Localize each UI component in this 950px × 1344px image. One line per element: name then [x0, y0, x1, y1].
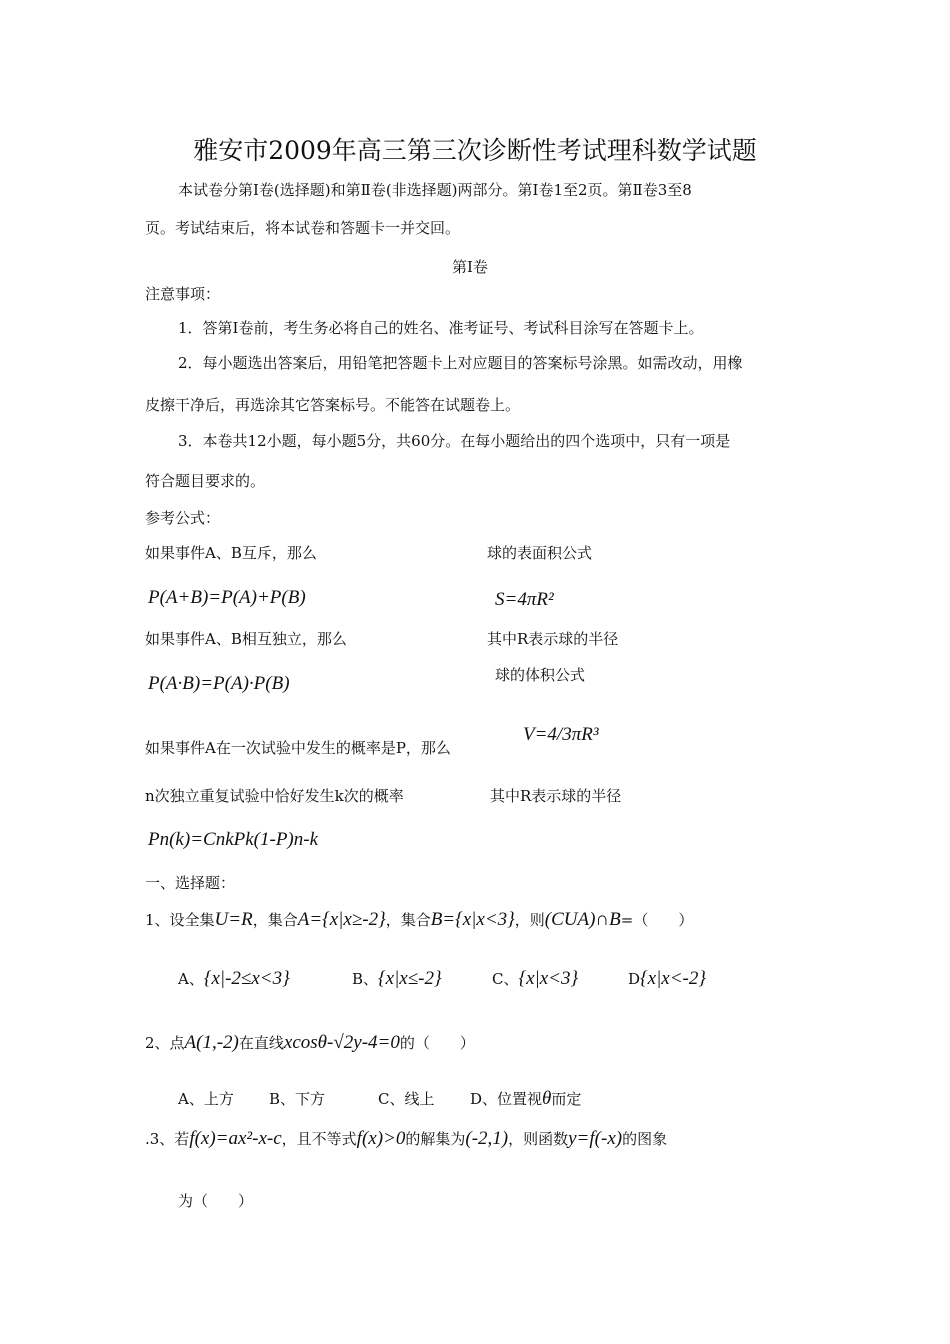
section-choice-heading: 一、选择题：: [145, 874, 236, 892]
q1-text-2: ，集合: [252, 911, 298, 929]
q2-option-b[interactable]: B、下方: [269, 1090, 326, 1108]
formula-independent-math: P(A·B)=P(A)·P(B): [148, 673, 290, 694]
formula-independent-text: 如果事件A、B相互独立，那么: [145, 630, 347, 648]
q1-text-5: =（ ）: [620, 911, 694, 929]
q1-prefix: 1、设全集: [145, 911, 215, 929]
q2-point: A(1,-2): [184, 1032, 239, 1053]
q2-prefix: 2、点: [145, 1034, 185, 1052]
intro-line-1: 本试卷分第Ⅰ卷(选择题)和第Ⅱ卷(非选择题)两部分。第Ⅰ卷1至2页。第Ⅱ卷3至8: [178, 181, 692, 199]
q1-option-b[interactable]: B、{x|x≤-2}: [352, 968, 442, 989]
sphere-volume-note: 其中R表示球的半径: [490, 787, 622, 805]
note-2b: 皮擦干净后，再选涂其它答案标号。不能答在试题卷上。: [145, 396, 521, 414]
q3-function: f(x)=ax²-x-c: [189, 1128, 282, 1149]
intro-line-2: 页。考试结束后，将本试卷和答题卡一并交回。: [145, 219, 461, 237]
formula-exclusive-text: 如果事件A、B互斥，那么: [145, 544, 317, 562]
q2-text-2: 在直线: [238, 1034, 284, 1052]
q3-inequality: f(x)>0: [356, 1128, 406, 1149]
note-2a: 2．每小题选出答案后，用铅笔把答题卡上对应题目的答案标号涂黑。如需改动，用橡: [178, 354, 743, 372]
q1-set-b: B={x|x<3}: [430, 909, 515, 930]
sphere-surface-text: 球的表面积公式: [487, 544, 593, 562]
formula-binomial-text: 如果事件A在一次试验中发生的概率是P，那么: [145, 739, 451, 757]
formula-exclusive-math: P(A+B)=P(A)+P(B): [148, 587, 306, 608]
formula-binomial-math: Pn(k)=CnkPk(1-P)n-k: [148, 829, 319, 850]
q1-expression: (CUA)∩B: [544, 909, 621, 930]
q3-text-4: ，则函数: [508, 1130, 569, 1148]
q3-line-2: 为（ ）: [178, 1192, 254, 1210]
q3-text-2: ，且不等式: [281, 1130, 357, 1148]
question-2: [145, 1032, 475, 1054]
note-3b: 符合题目要求的。: [145, 472, 266, 490]
q3-text-3: 的解集为: [405, 1130, 466, 1148]
q3-function-g: y=f(-x): [568, 1128, 623, 1149]
q2-line: xcosθ-√2y-4=0: [283, 1032, 400, 1053]
formula-binomial-text-2: n次独立重复试验中恰好发生k次的概率: [145, 787, 404, 805]
q1-option-a[interactable]: A、{x|-2≤x<3}: [178, 968, 290, 989]
q3-text-5: 的图象: [622, 1130, 668, 1148]
sphere-surface-math: S=4πR²: [495, 589, 554, 610]
q2-text-3: 的（ ）: [399, 1034, 475, 1052]
q2-option-d[interactable]: D、位置视θ而定: [470, 1088, 582, 1109]
q1-text-4: ，则: [514, 911, 545, 929]
q1-set-a: A={x|x≥-2}: [297, 909, 386, 930]
page-title: 雅安市2009年高三第三次诊断性考试理科数学试题: [193, 136, 757, 165]
q2-option-c[interactable]: C、线上: [378, 1090, 435, 1108]
question-1: [145, 909, 693, 931]
volume-title: 第Ⅰ卷: [452, 258, 488, 276]
formulas-heading: 参考公式：: [145, 509, 221, 527]
sphere-surface-note: 其中R表示球的半径: [487, 630, 619, 648]
q3-prefix: .3、若: [145, 1130, 190, 1148]
q1-option-d[interactable]: D{x|x<-2}: [628, 968, 706, 989]
note-3a: 3．本卷共12小题，每小题5分，共60分。在每小题给出的四个选项中，只有一项是: [178, 432, 731, 450]
sphere-volume-math: V=4/3πR³: [523, 724, 599, 745]
q1-universal-set: U=R: [214, 909, 253, 930]
q1-option-c[interactable]: C、{x|x<3}: [492, 968, 579, 989]
q2-option-a[interactable]: A、上方: [178, 1090, 234, 1108]
notes-heading: 注意事项：: [145, 285, 221, 303]
q1-text-3: ，集合: [385, 911, 431, 929]
sphere-volume-text: 球的体积公式: [495, 666, 586, 684]
q3-solution-set: (-2,1): [465, 1128, 509, 1149]
question-3: [145, 1128, 667, 1150]
note-1: 1．答第Ⅰ卷前，考生务必将自己的姓名、准考证号、考试科目涂写在答题卡上。: [178, 319, 704, 337]
